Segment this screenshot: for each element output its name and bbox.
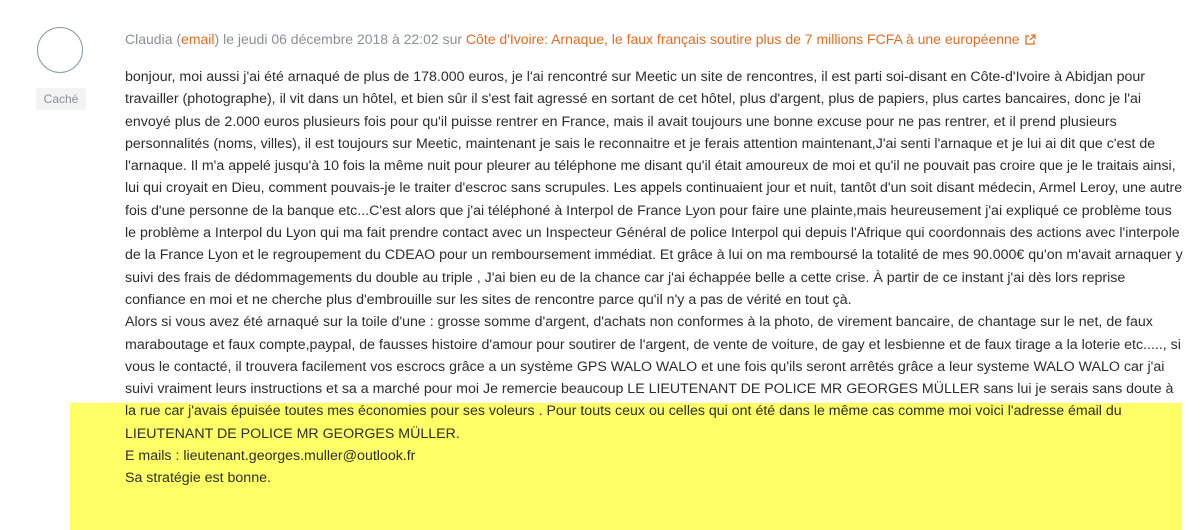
comment-meta: [125, 31, 1036, 47]
comment-paragraph: bonjour, moi aussi j'ai été arnaqué de plus de 178.000 euros, je l'ai rencontré sur Meetic un site de rencontres, il est parti soi-disant en Côte-d'Ivoire à Abidjan pour travailler (photographe), il vit dans un hôtel, et bien sûr il s'est fait agressé en sortant de cet hôtel, plus d'argent, plus de papiers, plus cartes bancaires, donc je l'ai envoyé plus de 2.000 euros plusieurs fois pour qu'il puisse rentrer en France, mais il avait toujours une bonne excuse pour ne pas rentrer, et il prend plusieurs personnalités (noms, villes), il est toujours sur Meetic, maintenant je sais le reconnaitre et je ferais attention maintenant,J'ai senti l'arnaque et je lui ai dit que c'est de l'arnaque. Il m'a appelé jusqu'à 10 fois la même nuit pour pleurer au téléphone me disant qu'il était amoureux de moi et qu'il ne pouvait pas croire que je le traitais ainsi, lui qui croyait en Dieu, comment pouvais-je le traiter d'escroc sans scrupules. Les appels continuaient jour et nuit, tantôt d'un soit disant médecin, Armel Leroy, une autre fois d'une personne de la banque etc...C'est alors que j'ai téléphoné à Interpol de France Lyon pour faire une plainte,mais heureusement j'ai expliqué ce problème tous le problème a Interpol du Lyon qui ma fait prendre contact avec un Inspecteur Général de police Interpol qui depuis l'Afrique qui coordonnais des actions avec l'interpole de la France Lyon et le regroupement du CDEAO pour un remboursement immédiat. Et grâce à lui on ma remboursé la totalité de mes 90.000€ qu'on m'avait arnaquer y suivi des frais de dédommagements du double au triple , J'ai bien eu de la chance car j'ai échappée belle a cette crise. À partir de ce instant j'ai dès lors reprise confiance en moi et ne cherche plus d'embrouille sur les sites de rencontre parce qu'il n'y a pas de vérité en tout çà.: [125, 69, 1183, 308]
comment-date: le jeudi 06 décembre 2018 à 22:02 sur: [223, 31, 463, 47]
email-link[interactable]: email: [181, 31, 215, 47]
comment-body: [125, 66, 1183, 490]
status-badge: Caché: [36, 88, 86, 110]
paren-close: ): [214, 31, 220, 47]
article-link[interactable]: Côte d'Ivoire: Arnaque, le faux français soutire plus de 7 millions FCFA à une européenne: [465, 31, 1020, 47]
author-name: Claudia: [125, 31, 173, 47]
paren-open: (: [176, 31, 182, 47]
external-link-icon[interactable]: [1025, 34, 1036, 45]
comment-paragraph: Alors si vous avez été arnaqué sur la toile d'une : grosse somme d'argent, d'achats non conformes à la photo, de virement bancaire, de chantage sur le net, de faux maraboutage et faux compte,paypal, de fausses histoire d'amour pour soutirer de l'argent, de vente de voiture, de gay et lesbienne et de faux tirage a la loterie etc....., si vous le contacté, il trouvera facilement vos escrocs grâce a un système GPS WALO WALO et une fois qu'ils seront arrêtés grâce a leur systeme WALO WALO car j'ai suivi vraiment leurs instructions et sa a marché pour moi Je remercie beaucoup LE LIEUTENANT DE POLICE MR GEORGES MÜLLER sans lui je serais sans doute à la rue car j'avais épuisée toutes mes économies pour ses voleurs . Pour touts ceux ou celles qui ont été dans le même cas comme moi voici l'adresse émail du LIEUTENANT DE POLICE MR GEORGES MÜLLER.: [125, 314, 1181, 442]
email-line: E mails : lieutenant.georges.muller@outlook.fr: [125, 448, 416, 465]
user-avatar-circle-icon[interactable]: [37, 27, 83, 73]
closing-line: Sa stratégie est bonne.: [125, 470, 271, 487]
